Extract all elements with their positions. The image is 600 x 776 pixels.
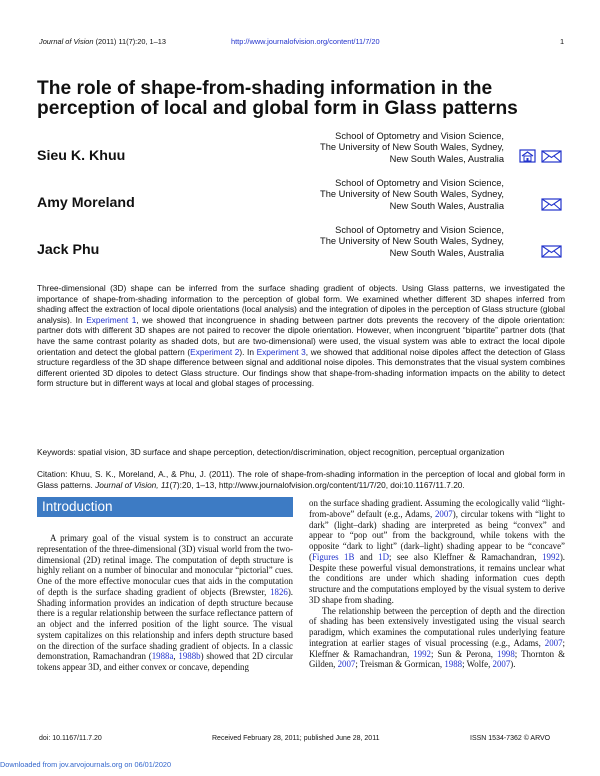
body-column-left xyxy=(37,533,293,673)
footer-received: Received February 28, 2011; published June 28, 2011 xyxy=(212,735,380,742)
link-experiment-2[interactable]: Experiment 2 xyxy=(190,346,240,357)
home-icon[interactable] xyxy=(519,149,536,163)
section-heading-introduction: Introduction xyxy=(42,499,113,514)
keywords: Keywords: spatial vision, 3D surface and shape perception, detection/discrimination, object recognition, perceptual organization xyxy=(37,447,505,457)
author-affiliation: School of Optometry and Vision Science, The University of New South Wales, Sydney, New South Wales, Australia xyxy=(320,131,504,164)
footer-doi: doi: 10.1167/11.7.20 xyxy=(39,735,102,742)
ref-link[interactable]: 2007 xyxy=(337,659,356,670)
mail-icon[interactable] xyxy=(541,150,562,163)
page-number: 1 xyxy=(560,37,565,46)
mail-icon[interactable] xyxy=(541,245,562,258)
ref-link[interactable]: 1992 xyxy=(542,551,560,562)
title-line-2: perception of local and global form in Glass patterns xyxy=(37,98,518,119)
figure-link[interactable]: Figures 1B xyxy=(311,551,355,562)
journal-url-link[interactable]: http://www.journalofvision.org/content/11/7/20 xyxy=(231,37,380,46)
mail-icon[interactable] xyxy=(541,198,562,211)
abstract: Three-dimensional (3D) shape can be inferred from the surface shading gradient of objects. Using Glass patterns, we investigated the importance of shape-from-shading information to the perception of global form. We examined whether different 3D shapes inferred from shading affect the extraction of local dipole orientations (local analysis) and the integration of dipoles in the perception of Glass structure (global analysis). In Experiment 1, we showed that incongruence in shading between partner dots prevents the recovery of the dipole orientation: partner dots with different 3D shapes are not paired to recover the dipole orientation. However, when incongruent “bipartite” partner dots (that have the same contrast polarity as shaded dots, but are two-dimensional) were used, the visual system was able to extract the local dipole orientation and detect the global pattern (Experiment 2). In Experiment 3, we showed that additional noise dipoles affect the detection of Glass structure regardless of the 3D shape difference between signal and additional noise dipoles. This demonstrates that the visual system combines different oriented 3D dipoles to detect Glass structure. Our findings show that shape-from-shading information impacts on the ability to detect form structure but in different ways at local and global stages of processing. xyxy=(37,283,565,389)
author-name: Jack Phu xyxy=(37,242,100,258)
citation: Citation: Khuu, S. K., Moreland, A., & Phu, J. (2011). The role of shape-from-shading information in the perception of local and global form in Glass patterns. Journal of Vision, 11(7):20, 1–13, http://www.journalofvision.org/content/11/7/20, doi:10.1167/11.7.20. xyxy=(37,469,565,490)
ref-link[interactable]: 1988 xyxy=(444,659,463,670)
footer-issn: ISSN 1534-7362 © ARVO xyxy=(470,735,551,742)
author-name: Amy Moreland xyxy=(37,195,135,211)
download-watermark: Downloaded from jov.arvojournals.org on 06/01/2020 xyxy=(0,760,172,769)
ref-link[interactable]: 1992 xyxy=(413,648,431,659)
figure-link[interactable]: 1D xyxy=(378,551,389,562)
ref-link[interactable]: 2007 xyxy=(434,508,453,519)
ref-link[interactable]: 1988b xyxy=(178,651,201,662)
ref-link[interactable]: 1826 xyxy=(270,586,288,597)
author-name: Sieu K. Khuu xyxy=(37,148,126,164)
paragraph: A primary goal of the visual system is to construct an accurate representation of the three-dimensional (3D) visual world from the two-dimensional (2D) retinal image. The computation of depth structure is highly reliant on a number of binocular and monocular “pictorial” cues. One of the more effective monocular cues that aids in the computation of depth is the surface shading gradient of objects (Brewster, 1826). Shading information provides an indication of depth structure because there is a regular relationship between the surface reflectance pattern of an object and the inferred position of the light source. The visual system capitalizes on this relationship and infers depth structure based on the direction of the surface shading gradient of objects. In a classic demonstration, Ramachandran (1988a, 1988b) showed that 2D circular tokens appear 3D, and either convex or concave, depending xyxy=(37,533,294,672)
ref-link[interactable]: 2007 xyxy=(492,659,511,670)
ref-link[interactable]: 2007 xyxy=(544,637,563,648)
paragraph: The relationship between the perception of depth and the direction of shading has been extensively investigated using the visual search paradigm, which examines the computational rules underlying feature integration at earlier stages of visual processing (e.g., Adams, 2007; Kleffner & Ramachandran, 1992; Sun & Perona, 1998; Thornton & Gilden, 2007; Treisman & Gormican, 1988; Wolfe, 2007). xyxy=(309,605,565,670)
body-column-right xyxy=(309,498,565,670)
author-affiliation: School of Optometry and Vision Science, The University of New South Wales, Sydney, New South Wales, Australia xyxy=(320,225,504,258)
ref-link[interactable]: 1998 xyxy=(497,648,515,659)
paragraph: on the surface shading gradient. Assuming the ecologically valid “light-from-above” default (e.g., Adams, 2007), circular tokens with “light to dark” (light–dark) shading are interpreted as being “convex” and appear to “pop out” from the background, while tokens with the opposite “dark to light” (dark–light) shading appear to be “concave” (Figures 1B and 1D; see also Kleffner & Ramachandran, 1992). Despite these powerful visual demonstrations, it remains unclear what the conditions are under which shading information cues depth structure and the computations employed by the visual system to derive 3D shape from shading. xyxy=(309,498,565,605)
link-experiment-1[interactable]: Experiment 1 xyxy=(86,314,137,325)
title-line-1: The role of shape-from-shading information in the xyxy=(37,78,493,99)
author-affiliation: School of Optometry and Vision Science, The University of New South Wales, Sydney, New South Wales, Australia xyxy=(320,178,504,211)
link-experiment-3[interactable]: Experiment 3 xyxy=(256,346,306,357)
ref-link[interactable]: 1988a xyxy=(151,651,174,662)
running-header-journal: Journal of Vision (2011) 11(7):20, 1–13 xyxy=(39,37,166,46)
paper-title xyxy=(37,79,567,119)
